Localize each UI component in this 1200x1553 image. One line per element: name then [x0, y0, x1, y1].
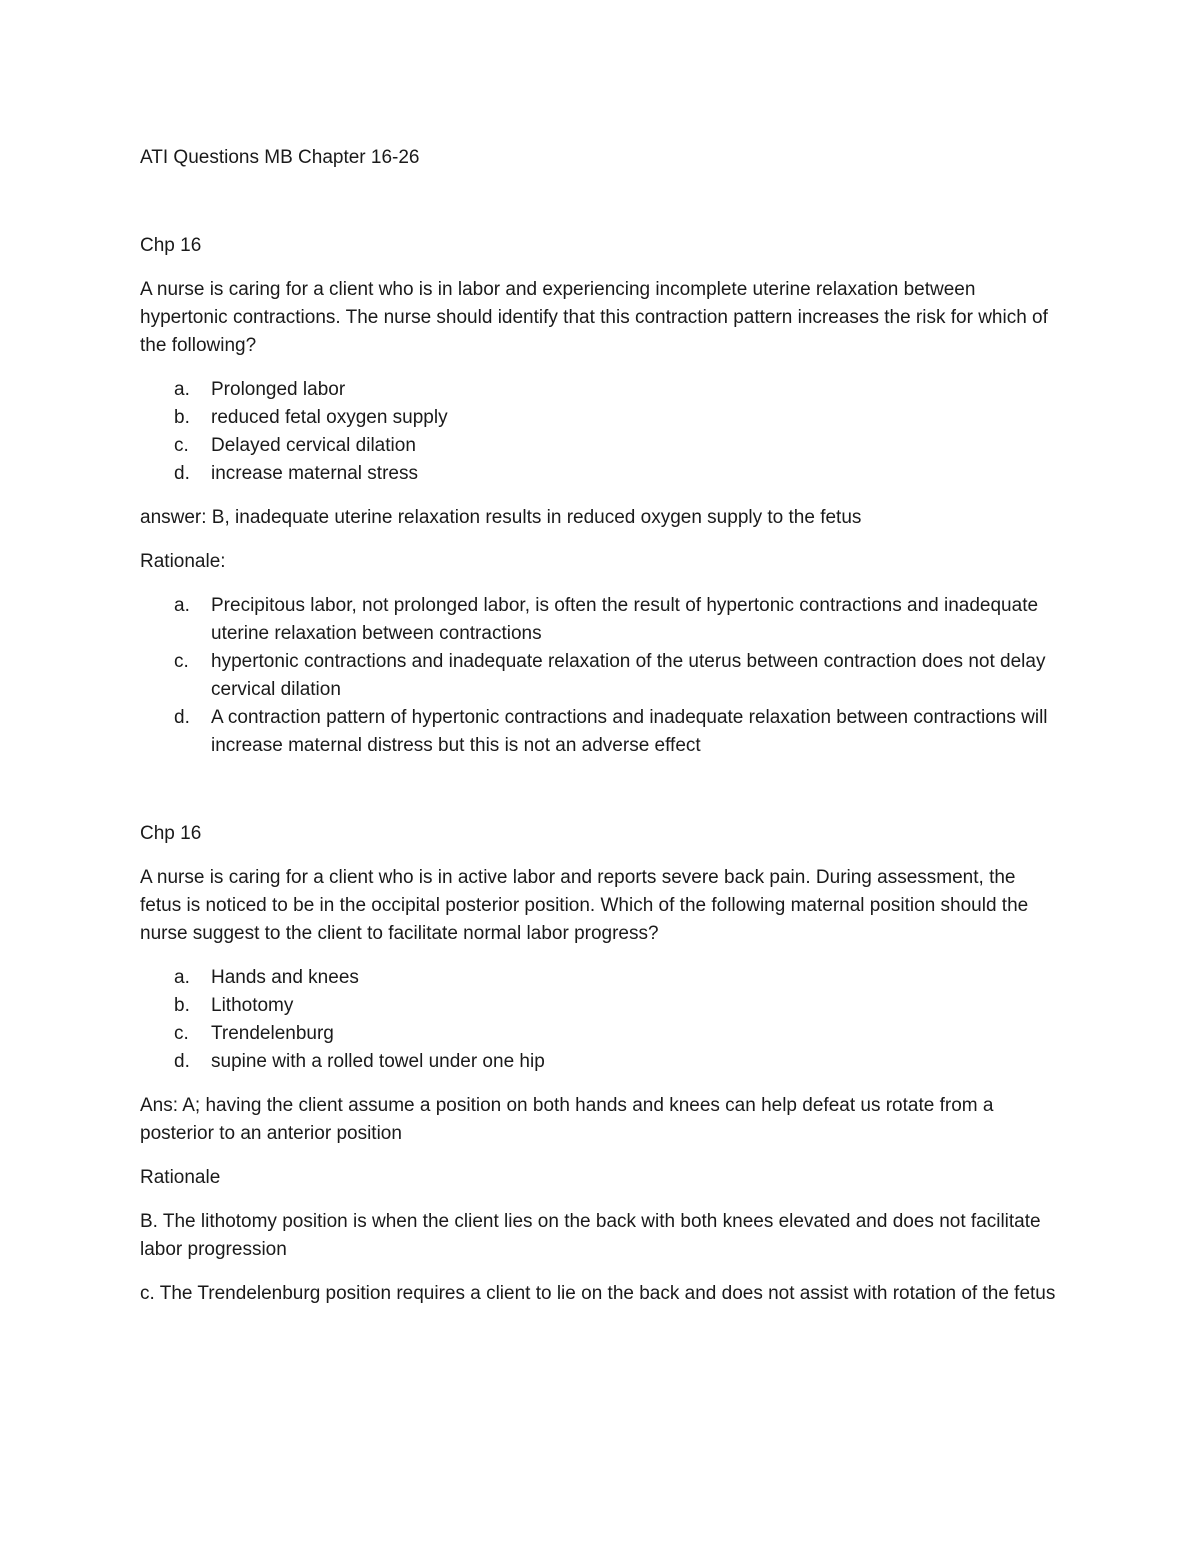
chapter-heading: Chp 16	[140, 823, 202, 844]
rationale-letter: d.	[174, 707, 190, 728]
rationale-letter: a.	[174, 595, 190, 616]
answer-options	[140, 964, 1060, 1076]
question-text: A nurse is caring for a client who is in active labor and reports severe back pain. During assessment, the fetus is noticed to be in the occipital posterior position. Which of the following maternal position should the nurse suggest to the client to facilitate normal labor progress?	[140, 867, 1029, 944]
option-item	[140, 992, 1060, 1020]
rationale-text: A contraction pattern of hypertonic contractions and inadequate relaxation between contractions will increase maternal distress but this is not an adverse effect	[211, 707, 1048, 756]
option-item	[140, 404, 1060, 432]
option-text: increase maternal stress	[211, 463, 418, 484]
answer-text: Ans: A; having the client assume a position on both hands and knees can help defeat us rotate from a posterior to an anterior position	[140, 1095, 994, 1144]
option-letter: c.	[174, 1023, 189, 1044]
rationale-text: Precipitous labor, not prolonged labor, is often the result of hypertonic contractions and inadequate uterine relaxation between contractions	[211, 595, 1039, 644]
option-text: supine with a rolled towel under one hip	[211, 1051, 545, 1072]
section-spacer	[140, 776, 1060, 820]
rationale-item	[140, 704, 1060, 760]
option-text: Trendelenburg	[211, 1023, 334, 1044]
rationale-label: Rationale	[140, 1167, 221, 1188]
option-item	[140, 460, 1060, 488]
rationale-item	[140, 592, 1060, 648]
option-letter: d.	[174, 463, 190, 484]
question-section-1	[140, 232, 1060, 760]
option-text: Prolonged labor	[211, 379, 346, 400]
document-title: ATI Questions MB Chapter 16-26	[140, 147, 420, 168]
option-letter: a.	[174, 967, 190, 988]
option-text: Lithotomy	[211, 995, 294, 1016]
document-page	[140, 144, 1060, 1324]
option-letter: a.	[174, 379, 190, 400]
option-letter: c.	[174, 435, 189, 456]
question-text: A nurse is caring for a client who is in labor and experiencing incomplete uterine relaxation between hypertonic contractions. The nurse should identify that this contraction pattern increases the risk for which of the following?	[140, 279, 1048, 356]
rationale-paragraph: B. The lithotomy position is when the client lies on the back with both knees elevated and does not facilitate labor progression	[140, 1211, 1041, 1260]
option-text: Delayed cervical dilation	[211, 435, 416, 456]
option-item	[140, 376, 1060, 404]
option-item	[140, 964, 1060, 992]
rationale-list	[140, 592, 1060, 760]
option-item	[140, 432, 1060, 460]
option-text: Hands and knees	[211, 967, 359, 988]
option-item	[140, 1020, 1060, 1048]
answer-text: answer: B, inadequate uterine relaxation results in reduced oxygen supply to the fetus	[140, 507, 862, 528]
rationale-item	[140, 648, 1060, 704]
chapter-heading: Chp 16	[140, 235, 202, 256]
option-letter: b.	[174, 407, 190, 428]
question-section-2	[140, 820, 1060, 1308]
option-letter: d.	[174, 1051, 190, 1072]
rationale-letter: c.	[174, 651, 189, 672]
option-item	[140, 1048, 1060, 1076]
rationale-text: hypertonic contractions and inadequate relaxation of the uterus between contraction does not delay cervical dilation	[211, 651, 1046, 700]
option-letter: b.	[174, 995, 190, 1016]
rationale-paragraph: c. The Trendelenburg position requires a client to lie on the back and does not assist with rotation of the fetus	[140, 1283, 1056, 1304]
answer-options	[140, 376, 1060, 488]
rationale-label: Rationale:	[140, 551, 226, 572]
option-text: reduced fetal oxygen supply	[211, 407, 448, 428]
